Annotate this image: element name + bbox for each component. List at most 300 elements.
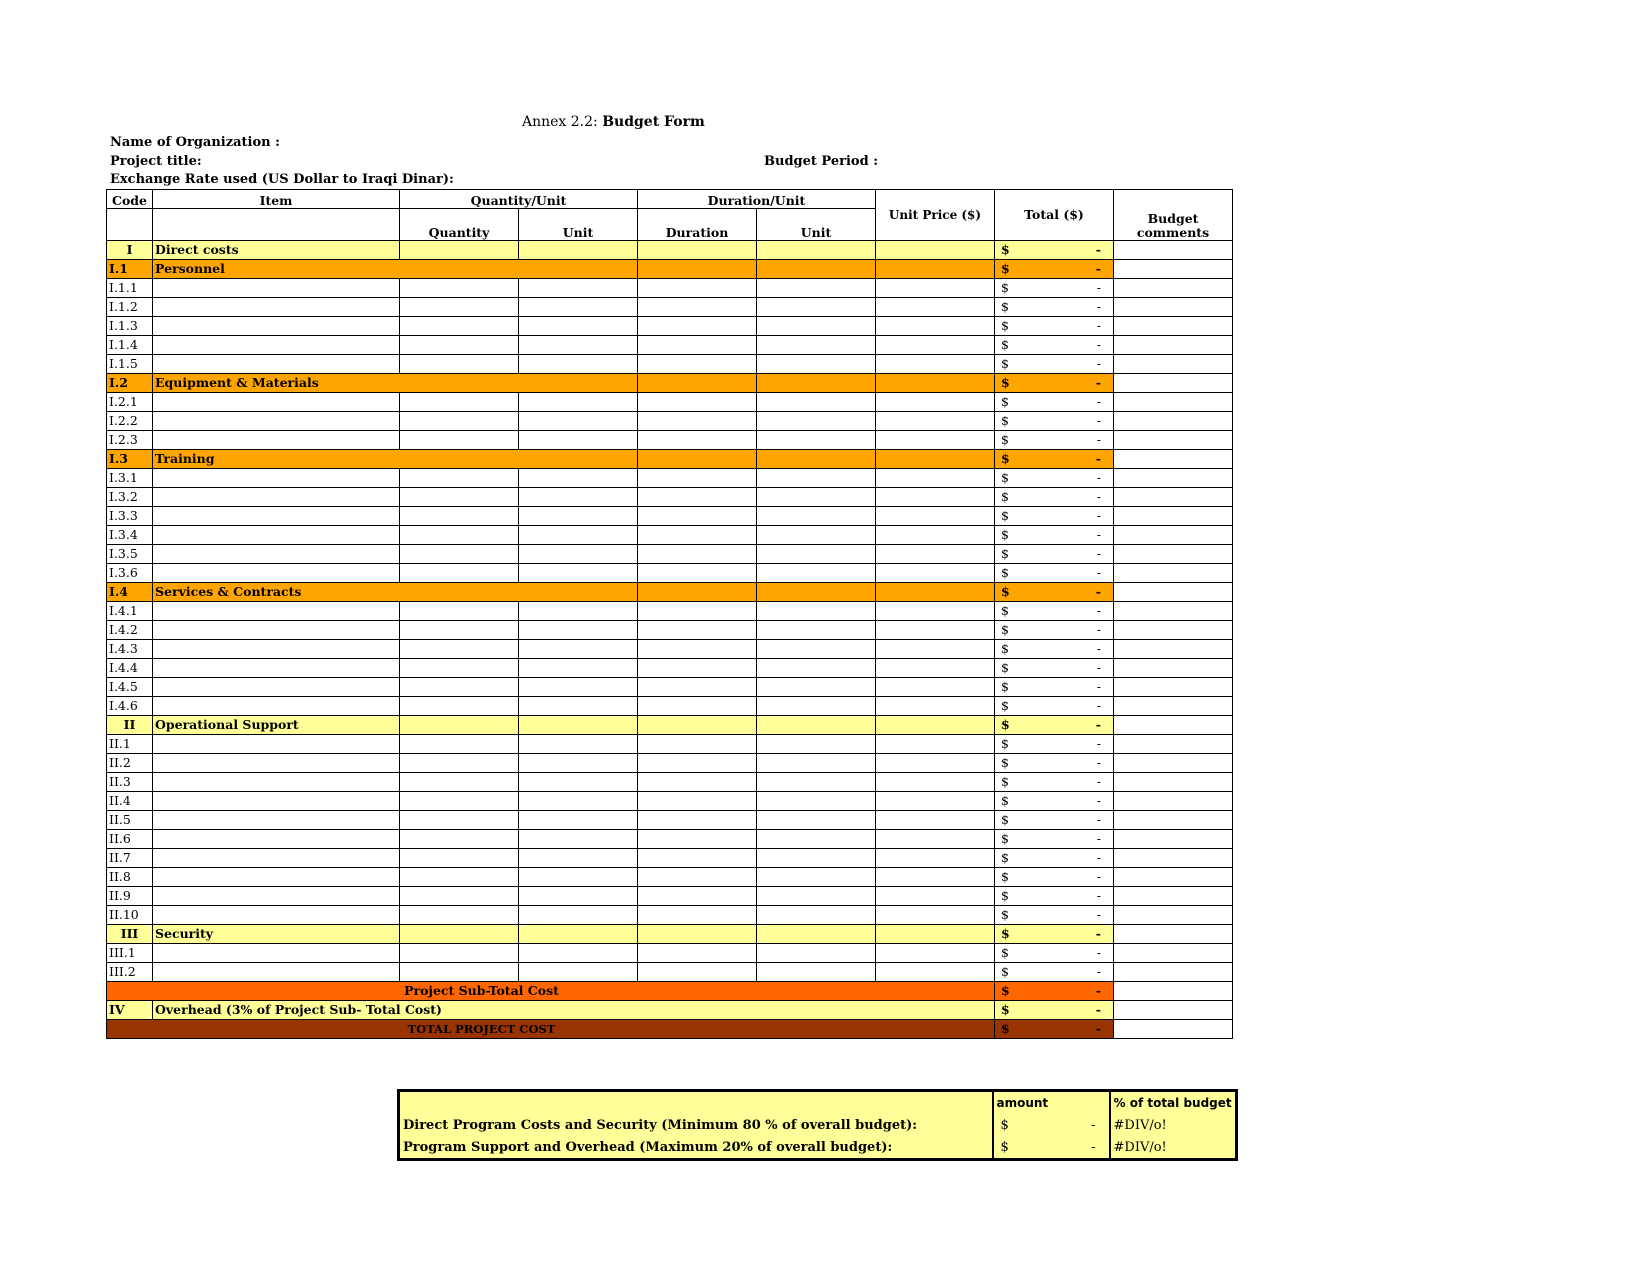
row-code: II.1 (107, 735, 153, 754)
comments-cell[interactable] (1114, 450, 1233, 469)
overhead-label: Overhead (3% of Project Sub- Total Cost) (153, 1001, 995, 1020)
comments-cell[interactable] (1114, 792, 1233, 811)
unit-price-cell[interactable] (876, 279, 995, 298)
total-amount (995, 488, 1114, 507)
row-code: I.3.5 (107, 545, 153, 564)
comments-cell[interactable] (1114, 545, 1233, 564)
total-amount (995, 1020, 1114, 1039)
duration-unit-cell[interactable] (757, 412, 876, 431)
quantity-cell[interactable] (400, 754, 519, 773)
row-item[interactable] (153, 298, 400, 317)
unit-cell[interactable] (519, 678, 638, 697)
currency-symbol: $ (1000, 1139, 1009, 1155)
duration-unit-cell[interactable] (757, 545, 876, 564)
unit-cell[interactable] (519, 849, 638, 868)
amount-dash: - (1095, 1021, 1101, 1036)
unit-price-cell[interactable] (876, 906, 995, 925)
comments-cell[interactable] (1114, 488, 1233, 507)
duration-unit-cell[interactable] (757, 887, 876, 906)
unit-price-cell[interactable] (876, 754, 995, 773)
duration-cell[interactable] (638, 488, 757, 507)
row-code: I.1.3 (107, 317, 153, 336)
comments-cell[interactable] (1114, 925, 1233, 944)
comments-cell[interactable] (1114, 526, 1233, 545)
quantity-cell[interactable] (400, 811, 519, 830)
duration-cell[interactable] (638, 355, 757, 374)
duration-unit-cell[interactable] (757, 564, 876, 583)
duration-unit-cell[interactable] (757, 868, 876, 887)
comments-cell[interactable] (1114, 412, 1233, 431)
unit-cell[interactable] (519, 279, 638, 298)
duration-cell[interactable] (638, 621, 757, 640)
comments-cell[interactable] (1114, 678, 1233, 697)
quantity-cell[interactable] (400, 469, 519, 488)
duration-cell[interactable] (638, 697, 757, 716)
quantity-cell[interactable] (400, 602, 519, 621)
quantity-cell[interactable] (400, 564, 519, 583)
quantity-cell[interactable] (400, 659, 519, 678)
comments-cell[interactable] (1114, 241, 1233, 260)
comments-cell[interactable] (1114, 564, 1233, 583)
unit-price-cell[interactable] (876, 469, 995, 488)
unit-price-cell[interactable] (876, 868, 995, 887)
comments-cell[interactable] (1114, 811, 1233, 830)
budget-row (107, 393, 1233, 412)
unit-cell[interactable] (519, 355, 638, 374)
row-item: Operational Support (153, 716, 400, 735)
row-item[interactable] (153, 279, 400, 298)
unit-cell[interactable] (519, 526, 638, 545)
row-item[interactable] (153, 830, 400, 849)
row-item[interactable] (153, 564, 400, 583)
duration-unit-cell[interactable] (757, 279, 876, 298)
unit-cell[interactable] (519, 298, 638, 317)
comments-cell[interactable] (1114, 735, 1233, 754)
row-item[interactable] (153, 887, 400, 906)
duration-unit-cell[interactable] (757, 659, 876, 678)
quantity-cell[interactable] (400, 678, 519, 697)
total-amount (995, 773, 1114, 792)
duration-cell[interactable] (638, 659, 757, 678)
unit-price-cell[interactable] (876, 659, 995, 678)
quantity-cell[interactable] (400, 545, 519, 564)
summary-percent-header: % of total budget (1110, 1091, 1237, 1115)
row-item[interactable] (153, 621, 400, 640)
duration-unit-cell[interactable] (757, 336, 876, 355)
quantity-cell[interactable] (400, 944, 519, 963)
duration-cell[interactable] (638, 317, 757, 336)
comments-cell[interactable] (1114, 374, 1233, 393)
quantity-cell[interactable] (400, 336, 519, 355)
quantity-cell[interactable] (400, 868, 519, 887)
quantity-cell[interactable] (400, 412, 519, 431)
duration-unit-cell[interactable] (757, 697, 876, 716)
duration-cell[interactable] (638, 887, 757, 906)
duration-unit-cell[interactable] (757, 792, 876, 811)
unit-cell[interactable] (519, 412, 638, 431)
total-label: TOTAL PROJECT COST (107, 1020, 995, 1039)
duration-unit-cell[interactable] (757, 944, 876, 963)
unit-cell[interactable] (519, 887, 638, 906)
header-code: Code (107, 190, 153, 209)
amount-dash: - (1095, 242, 1101, 257)
unit-cell[interactable] (519, 431, 638, 450)
amount-dash: - (1096, 318, 1101, 333)
unit-price-cell (876, 450, 995, 469)
quantity-cell[interactable] (400, 488, 519, 507)
duration-unit-cell[interactable] (757, 735, 876, 754)
quantity-cell[interactable] (400, 849, 519, 868)
unit-price-cell[interactable] (876, 678, 995, 697)
header-quantity: Quantity (400, 209, 519, 241)
unit-cell[interactable] (519, 830, 638, 849)
row-item[interactable] (153, 849, 400, 868)
row-code: I.4.2 (107, 621, 153, 640)
comments-cell[interactable] (1114, 621, 1233, 640)
unit-cell[interactable] (519, 507, 638, 526)
quantity-cell[interactable] (400, 355, 519, 374)
quantity-cell[interactable] (400, 393, 519, 412)
comments-cell[interactable] (1114, 640, 1233, 659)
row-code: I.2.2 (107, 412, 153, 431)
unit-cell[interactable] (519, 944, 638, 963)
row-item[interactable] (153, 526, 400, 545)
row-item: Equipment & Materials (153, 374, 638, 393)
duration-unit-cell[interactable] (757, 830, 876, 849)
row-item[interactable] (153, 906, 400, 925)
unit-price-cell[interactable] (876, 697, 995, 716)
unit-price-cell[interactable] (876, 545, 995, 564)
row-item[interactable] (153, 317, 400, 336)
comments-cell[interactable] (1114, 773, 1233, 792)
duration-unit-cell[interactable] (757, 317, 876, 336)
duration-cell[interactable] (638, 849, 757, 868)
amount-dash: - (1096, 812, 1101, 827)
comments-cell[interactable] (1114, 887, 1233, 906)
currency-symbol: $ (1001, 584, 1010, 599)
unit-cell[interactable] (519, 735, 638, 754)
quantity-cell[interactable] (400, 621, 519, 640)
row-code: II.8 (107, 868, 153, 887)
comments-cell[interactable] (1114, 868, 1233, 887)
duration-cell[interactable] (638, 393, 757, 412)
duration-unit-cell[interactable] (757, 754, 876, 773)
duration-unit-cell[interactable] (757, 811, 876, 830)
duration-cell[interactable] (638, 545, 757, 564)
duration-cell[interactable] (638, 792, 757, 811)
unit-price-cell[interactable] (876, 298, 995, 317)
comments-cell[interactable] (1114, 906, 1233, 925)
comments-cell[interactable] (1114, 944, 1233, 963)
row-item[interactable] (153, 393, 400, 412)
unit-price-cell[interactable] (876, 621, 995, 640)
comments-cell[interactable] (1114, 697, 1233, 716)
row-item[interactable] (153, 678, 400, 697)
duration-unit-cell[interactable] (757, 526, 876, 545)
duration-cell[interactable] (638, 773, 757, 792)
duration-cell[interactable] (638, 830, 757, 849)
quantity-cell[interactable] (400, 792, 519, 811)
duration-unit-cell[interactable] (757, 488, 876, 507)
duration-cell[interactable] (638, 963, 757, 982)
row-item[interactable] (153, 868, 400, 887)
quantity-cell[interactable] (400, 887, 519, 906)
comments-cell[interactable] (1114, 431, 1233, 450)
quantity-cell[interactable] (400, 279, 519, 298)
duration-unit-cell[interactable] (757, 621, 876, 640)
duration-cell[interactable] (638, 754, 757, 773)
unit-cell[interactable] (519, 602, 638, 621)
unit-cell[interactable] (519, 469, 638, 488)
unit-cell[interactable] (519, 545, 638, 564)
duration-unit-cell[interactable] (757, 602, 876, 621)
unit-cell[interactable] (519, 317, 638, 336)
duration-cell[interactable] (638, 944, 757, 963)
comments-cell[interactable] (1114, 963, 1233, 982)
unit-price-cell[interactable] (876, 355, 995, 374)
row-item[interactable] (153, 754, 400, 773)
quantity-cell[interactable] (400, 963, 519, 982)
quantity-cell[interactable] (400, 735, 519, 754)
comments-cell[interactable] (1114, 602, 1233, 621)
duration-cell[interactable] (638, 526, 757, 545)
row-item[interactable] (153, 697, 400, 716)
unit-price-cell[interactable] (876, 963, 995, 982)
budget-row (107, 317, 1233, 336)
total-amount (995, 355, 1114, 374)
comments-cell[interactable] (1114, 830, 1233, 849)
total-amount (995, 830, 1114, 849)
unit-cell[interactable] (519, 640, 638, 659)
row-item[interactable] (153, 811, 400, 830)
duration-cell[interactable] (638, 678, 757, 697)
currency-symbol: $ (1001, 774, 1009, 789)
amount-dash: - (1096, 527, 1101, 542)
duration-unit-cell[interactable] (757, 507, 876, 526)
unit-price-cell[interactable] (876, 640, 995, 659)
unit-price-cell[interactable] (876, 849, 995, 868)
row-item[interactable] (153, 412, 400, 431)
amount-dash: - (1096, 603, 1101, 618)
duration-cell[interactable] (638, 279, 757, 298)
unit-price-cell[interactable] (876, 773, 995, 792)
row-item[interactable] (153, 507, 400, 526)
amount-dash: - (1095, 375, 1101, 390)
total-amount (995, 811, 1114, 830)
total-amount (995, 906, 1114, 925)
subtotal-row (107, 982, 1233, 1001)
quantity-cell[interactable] (400, 830, 519, 849)
comments-cell[interactable] (1114, 336, 1233, 355)
duration-cell[interactable] (638, 602, 757, 621)
header-budget-comments: Budget comments (1114, 190, 1233, 241)
row-code: I.3.3 (107, 507, 153, 526)
comments-cell[interactable] (1114, 507, 1233, 526)
row-item[interactable] (153, 735, 400, 754)
duration-cell[interactable] (638, 640, 757, 659)
comments-cell[interactable] (1114, 716, 1233, 735)
duration-unit-cell[interactable] (757, 298, 876, 317)
comments-cell[interactable] (1114, 298, 1233, 317)
quantity-cell[interactable] (400, 640, 519, 659)
duration-cell (638, 374, 757, 393)
quantity-cell[interactable] (400, 431, 519, 450)
unit-cell[interactable] (519, 336, 638, 355)
comments-cell[interactable] (1114, 1001, 1233, 1020)
unit-price-cell[interactable] (876, 336, 995, 355)
duration-unit-cell[interactable] (757, 355, 876, 374)
duration-cell[interactable] (638, 906, 757, 925)
comments-cell[interactable] (1114, 1020, 1233, 1039)
unit-price-cell[interactable] (876, 507, 995, 526)
currency-symbol: $ (1001, 698, 1009, 713)
unit-cell[interactable] (519, 963, 638, 982)
unit-price-cell[interactable] (876, 393, 995, 412)
duration-unit-cell[interactable] (757, 469, 876, 488)
amount-dash: - (1095, 1002, 1101, 1017)
comments-cell[interactable] (1114, 393, 1233, 412)
duration-cell[interactable] (638, 868, 757, 887)
unit-cell[interactable] (519, 488, 638, 507)
unit-price-cell[interactable] (876, 811, 995, 830)
duration-cell[interactable] (638, 811, 757, 830)
unit-cell[interactable] (519, 811, 638, 830)
currency-symbol: $ (1001, 736, 1009, 751)
row-code: III (107, 925, 153, 944)
row-item[interactable] (153, 488, 400, 507)
quantity-cell[interactable] (400, 526, 519, 545)
row-item[interactable] (153, 944, 400, 963)
quantity-cell[interactable] (400, 298, 519, 317)
row-code: I.3.2 (107, 488, 153, 507)
header-unit-price: Unit Price ($) (876, 190, 995, 241)
duration-cell[interactable] (638, 431, 757, 450)
row-item[interactable] (153, 792, 400, 811)
quantity-cell[interactable] (400, 507, 519, 526)
title-prefix: Annex 2.2: (522, 114, 598, 130)
comments-cell[interactable] (1114, 659, 1233, 678)
comments-cell[interactable] (1114, 260, 1233, 279)
row-item[interactable] (153, 602, 400, 621)
total-amount (995, 469, 1114, 488)
duration-cell[interactable] (638, 412, 757, 431)
currency-symbol: $ (1001, 641, 1009, 656)
unit-cell[interactable] (519, 659, 638, 678)
comments-cell[interactable] (1114, 849, 1233, 868)
comments-cell[interactable] (1114, 469, 1233, 488)
unit-price-cell[interactable] (876, 830, 995, 849)
duration-unit-cell[interactable] (757, 393, 876, 412)
row-code: II.2 (107, 754, 153, 773)
comments-cell[interactable] (1114, 754, 1233, 773)
total-amount (995, 507, 1114, 526)
row-item[interactable] (153, 545, 400, 564)
unit-price-cell[interactable] (876, 488, 995, 507)
total-amount (995, 849, 1114, 868)
duration-unit-cell[interactable] (757, 678, 876, 697)
row-item[interactable] (153, 659, 400, 678)
duration-cell (638, 450, 757, 469)
amount-dash: - (1091, 1117, 1096, 1133)
duration-cell (638, 583, 757, 602)
comments-cell[interactable] (1114, 355, 1233, 374)
quantity-cell[interactable] (400, 773, 519, 792)
budget-row (107, 602, 1233, 621)
budget-row (107, 507, 1233, 526)
quantity-cell[interactable] (400, 697, 519, 716)
row-item[interactable] (153, 355, 400, 374)
unit-cell (519, 925, 638, 944)
comments-cell[interactable] (1114, 279, 1233, 298)
duration-unit-cell[interactable] (757, 431, 876, 450)
duration-unit-cell[interactable] (757, 773, 876, 792)
unit-cell[interactable] (519, 754, 638, 773)
amount-dash: - (1096, 299, 1101, 314)
comments-cell[interactable] (1114, 982, 1233, 1001)
unit-cell[interactable] (519, 697, 638, 716)
duration-cell[interactable] (638, 298, 757, 317)
quantity-cell (400, 241, 519, 260)
row-item[interactable] (153, 431, 400, 450)
unit-cell[interactable] (519, 621, 638, 640)
quantity-cell[interactable] (400, 906, 519, 925)
unit-price-cell[interactable] (876, 526, 995, 545)
unit-cell[interactable] (519, 773, 638, 792)
unit-cell[interactable] (519, 868, 638, 887)
unit-price-cell[interactable] (876, 431, 995, 450)
unit-price-cell[interactable] (876, 944, 995, 963)
budget-row (107, 811, 1233, 830)
unit-cell[interactable] (519, 564, 638, 583)
duration-cell[interactable] (638, 735, 757, 754)
duration-unit-cell[interactable] (757, 849, 876, 868)
unit-price-cell[interactable] (876, 887, 995, 906)
unit-price-cell[interactable] (876, 412, 995, 431)
row-item[interactable] (153, 773, 400, 792)
unit-cell[interactable] (519, 906, 638, 925)
unit-price-cell[interactable] (876, 317, 995, 336)
unit-price-cell (876, 583, 995, 602)
duration-cell[interactable] (638, 336, 757, 355)
comments-cell[interactable] (1114, 317, 1233, 336)
unit-price-cell[interactable] (876, 792, 995, 811)
row-item[interactable] (153, 640, 400, 659)
row-code: I.3.6 (107, 564, 153, 583)
unit-cell[interactable] (519, 393, 638, 412)
row-item[interactable] (153, 469, 400, 488)
header-total: Total ($) (995, 190, 1114, 241)
duration-unit-cell[interactable] (757, 963, 876, 982)
total-amount (995, 279, 1114, 298)
quantity-cell[interactable] (400, 317, 519, 336)
duration-unit-cell[interactable] (757, 906, 876, 925)
unit-price-cell[interactable] (876, 735, 995, 754)
duration-cell[interactable] (638, 564, 757, 583)
comments-cell[interactable] (1114, 583, 1233, 602)
unit-cell[interactable] (519, 792, 638, 811)
duration-cell[interactable] (638, 469, 757, 488)
duration-unit-cell[interactable] (757, 640, 876, 659)
amount-dash: - (1096, 869, 1101, 884)
currency-symbol: $ (1001, 1021, 1010, 1036)
unit-price-cell[interactable] (876, 602, 995, 621)
row-item[interactable] (153, 963, 400, 982)
unit-price-cell[interactable] (876, 564, 995, 583)
total-amount (995, 944, 1114, 963)
duration-cell[interactable] (638, 507, 757, 526)
total-amount (995, 450, 1114, 469)
row-item[interactable] (153, 336, 400, 355)
